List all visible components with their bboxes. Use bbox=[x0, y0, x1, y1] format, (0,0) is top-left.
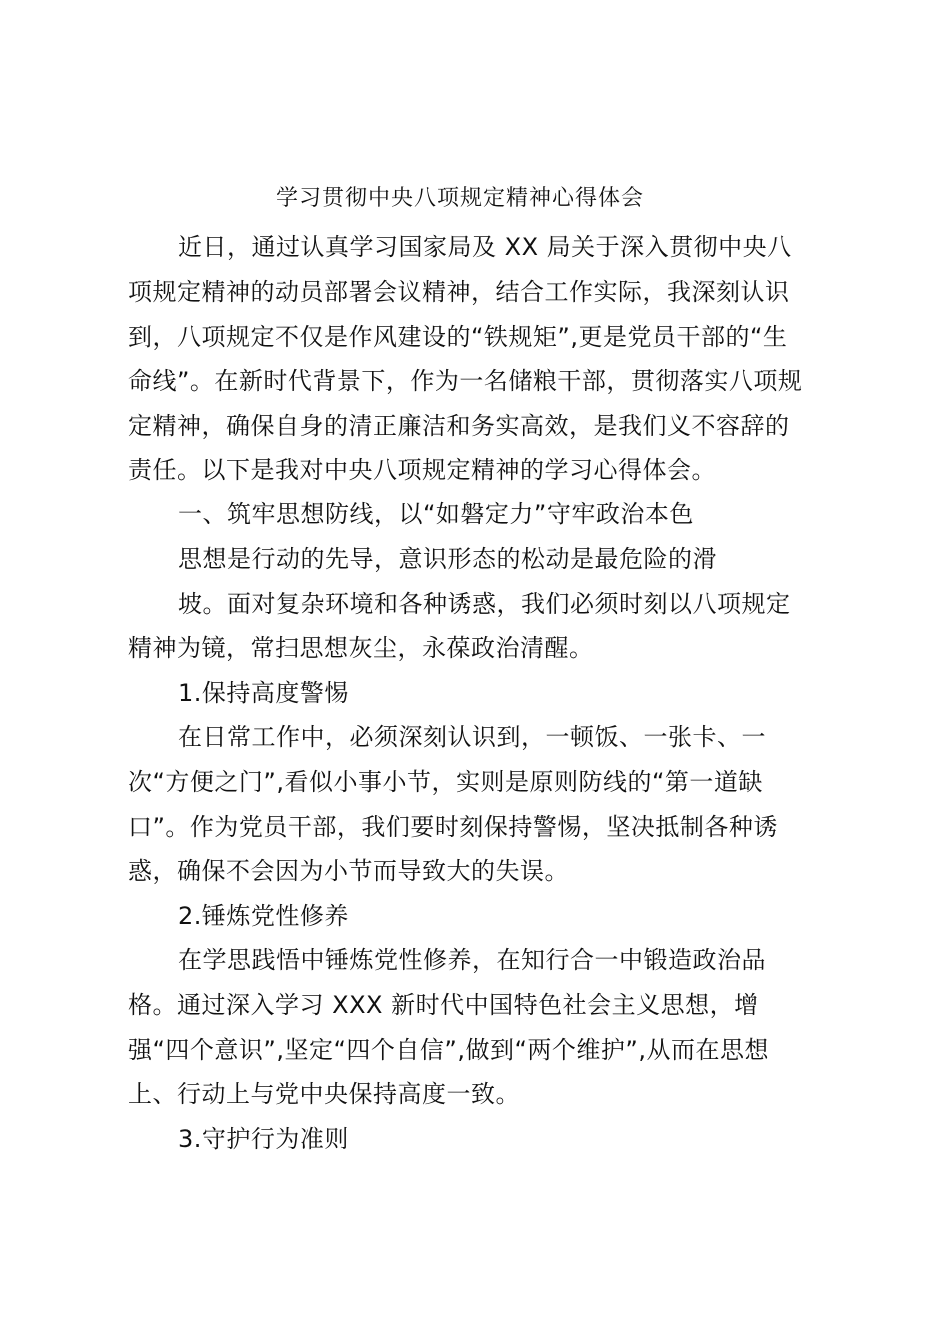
paragraph-line: 在日常工作中，必须深刻认识到，一顿饭、一张卡、一 bbox=[178, 723, 766, 751]
paragraph-line: 在学思践悟中锤炼党性修养，在知行合一中锻造政治品 bbox=[178, 946, 766, 974]
paragraph-line: 惑，确保不会因为小节而导致大的失误。 bbox=[128, 857, 569, 885]
paragraph-line: 格。通过深入学习 XXX 新时代中国特色社会主义思想，增 bbox=[128, 991, 759, 1019]
paragraph-line: 思想是行动的先导，意识形态的松动是最危险的滑 bbox=[178, 545, 717, 573]
document-title: 学习贯彻中央八项规定精神心得体会 bbox=[276, 186, 645, 211]
paragraph-line: 项规定精神的动员部署会议精神，结合工作实际，我深刻认识 bbox=[128, 278, 790, 306]
paragraph-line: 次“方便之门”,看似小事小节，实则是原则防线的“第一道缺 bbox=[128, 768, 763, 796]
paragraph-line: 定精神，确保自身的清正廉洁和务实高效，是我们义不容辞的 bbox=[128, 412, 790, 440]
subsection-heading: 2.锤炼党性修养 bbox=[178, 902, 349, 930]
paragraph-line: 上、行动上与党中央保持高度一致。 bbox=[128, 1080, 520, 1108]
paragraph-line: 坡。面对复杂环境和各种诱惑，我们必须时刻以八项规定 bbox=[178, 590, 791, 618]
paragraph-line: 命线”。在新时代背景下，作为一名储粮干部，贯彻落实八项规 bbox=[128, 367, 803, 395]
paragraph-line: 精神为镜，常扫思想灰尘，永葆政治清醒。 bbox=[128, 634, 594, 662]
section-heading: 一、筑牢思想防线，以“如磐定力”守牢政治本色 bbox=[178, 500, 694, 528]
paragraph-line: 强“四个意识”,坚定“四个自信”,做到“两个维护”,从而在思想 bbox=[128, 1036, 769, 1064]
paragraph-line: 到，八项规定不仅是作风建设的“铁规矩”,更是党员干部的“生 bbox=[128, 323, 788, 351]
subsection-heading: 1.保持高度警惕 bbox=[178, 679, 349, 707]
paragraph-line: 责任。以下是我对中央八项规定精神的学习心得体会。 bbox=[128, 456, 716, 484]
subsection-heading: 3.守护行为准则 bbox=[178, 1125, 349, 1153]
paragraph-line: 口”。作为党员干部，我们要时刻保持警惕，坚决抵制各种诱 bbox=[128, 813, 778, 841]
paragraph-line: 近日，通过认真学习国家局及 XX 局关于深入贯彻中央八 bbox=[178, 233, 792, 261]
